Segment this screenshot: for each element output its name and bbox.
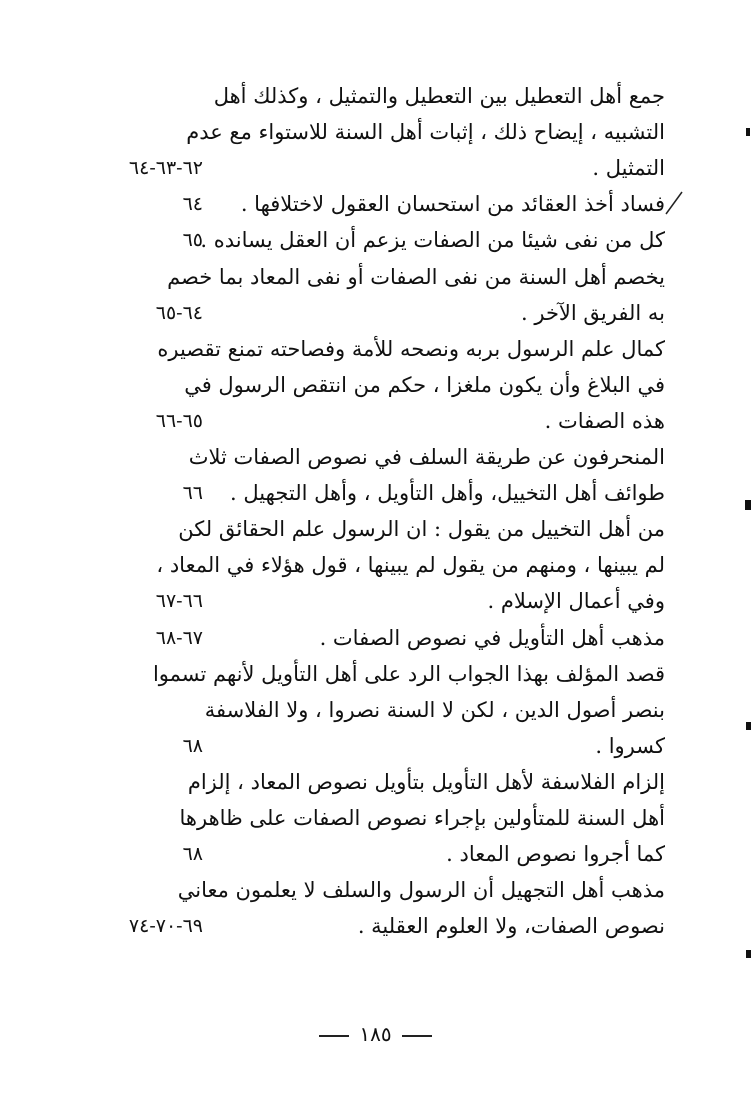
entry-line: مذهب أهل التجهيل أن الرسول والسلف لا يعلمون معاني xyxy=(177,878,665,903)
footer-dash-right xyxy=(319,1035,349,1037)
page-number: ١٨٥ xyxy=(359,1022,392,1046)
entry-line: فساد أخذ العقائد من استحسان العقول لاختلافها . xyxy=(240,192,665,217)
entry-line: التمثيل . xyxy=(592,156,665,181)
entry-line: هذه الصفات . xyxy=(544,408,665,433)
entry-page-refs: ٦٩-٧٠-٧٤ xyxy=(128,915,203,938)
entry-page-refs: ٦٥-٦٦ xyxy=(155,409,203,432)
edge-speck xyxy=(746,950,751,958)
entry-line: من أهل التخييل من يقول : ان الرسول علم الحقائق لكن xyxy=(178,517,665,542)
pen-mark xyxy=(664,190,684,216)
entry-page-refs: ٦٢-٦٣-٦٤ xyxy=(128,157,203,180)
edge-speck xyxy=(746,128,750,136)
entry-line: وفي أعمال الإسلام . xyxy=(487,589,665,614)
entry-page-refs: ٦٨ xyxy=(182,843,203,866)
entry-page-refs: ٦٨ xyxy=(182,734,203,757)
entry-line: نصوص الصفات، ولا العلوم العقلية . xyxy=(357,914,665,939)
edge-speck xyxy=(746,722,751,730)
entry-line: في البلاغ وأن يكون ملغزا ، حكم من انتقص الرسول في xyxy=(184,372,665,397)
entry-line: كل من نفى شيئا من الصفات يزعم أن العقل يسانده . xyxy=(200,228,665,253)
entry-line: أهل السنة للمتأولين بإجراء نصوص الصفات على ظاهرها xyxy=(179,806,665,830)
entry-line: مذهب أهل التأويل في نصوص الصفات . xyxy=(319,625,665,650)
entry-line: لم يبينها ، ومنهم من يقول لم يبينها ، قول هؤلاء في المعاد ، xyxy=(156,553,665,578)
entry-line: يخصم أهل السنة من نفى الصفات أو نفى المعاد بما خصم xyxy=(167,264,665,289)
entry-page-refs: ٦٧-٦٨ xyxy=(155,626,203,649)
entry-line: جمع أهل التعطيل بين التعطيل والتمثيل ، وكذلك أهل xyxy=(213,84,665,108)
entry-line: إلزام الفلاسفة لأهل التأويل بتأويل نصوص المعاد ، إلزام xyxy=(187,769,665,794)
entry-page-refs: ٦٤-٦٥ xyxy=(155,301,203,324)
entry-line: كسروا . xyxy=(595,733,665,758)
footer-dash-left xyxy=(402,1035,432,1037)
entry-page-refs: ٦٤ xyxy=(182,193,203,216)
entry-page-refs: ٦٦ xyxy=(182,482,203,505)
entry-line: كما أجروا نصوص المعاد . xyxy=(446,842,665,867)
entry-page-refs: ٦٦-٦٧ xyxy=(155,590,203,613)
entry-line: التشبيه ، إيضاح ذلك ، إثبات أهل السنة للاستواء مع عدم xyxy=(186,120,665,145)
entry-line: المنحرفون عن طريقة السلف في نصوص الصفات ثلاث xyxy=(188,445,665,469)
entry-line: بنصر أصول الدين ، لكن لا السنة نصروا ، ولا الفلاسفة xyxy=(204,697,665,722)
entry-page-refs: ٦٥ xyxy=(182,229,203,252)
edge-speck xyxy=(745,500,751,510)
entry-line: قصد المؤلف بهذا الجواب الرد على أهل التأويل لأنهم تسموا xyxy=(152,661,665,686)
entry-line: طوائف أهل التخييل، وأهل التأويل ، وأهل التجهيل . xyxy=(230,481,665,506)
entry-line: كمال علم الرسول بربه ونصحه للأمة وفصاحته تمنع تقصيره xyxy=(157,336,665,361)
entry-line: به الفريق الآخر . xyxy=(521,300,665,325)
page-footer xyxy=(0,1022,751,1046)
